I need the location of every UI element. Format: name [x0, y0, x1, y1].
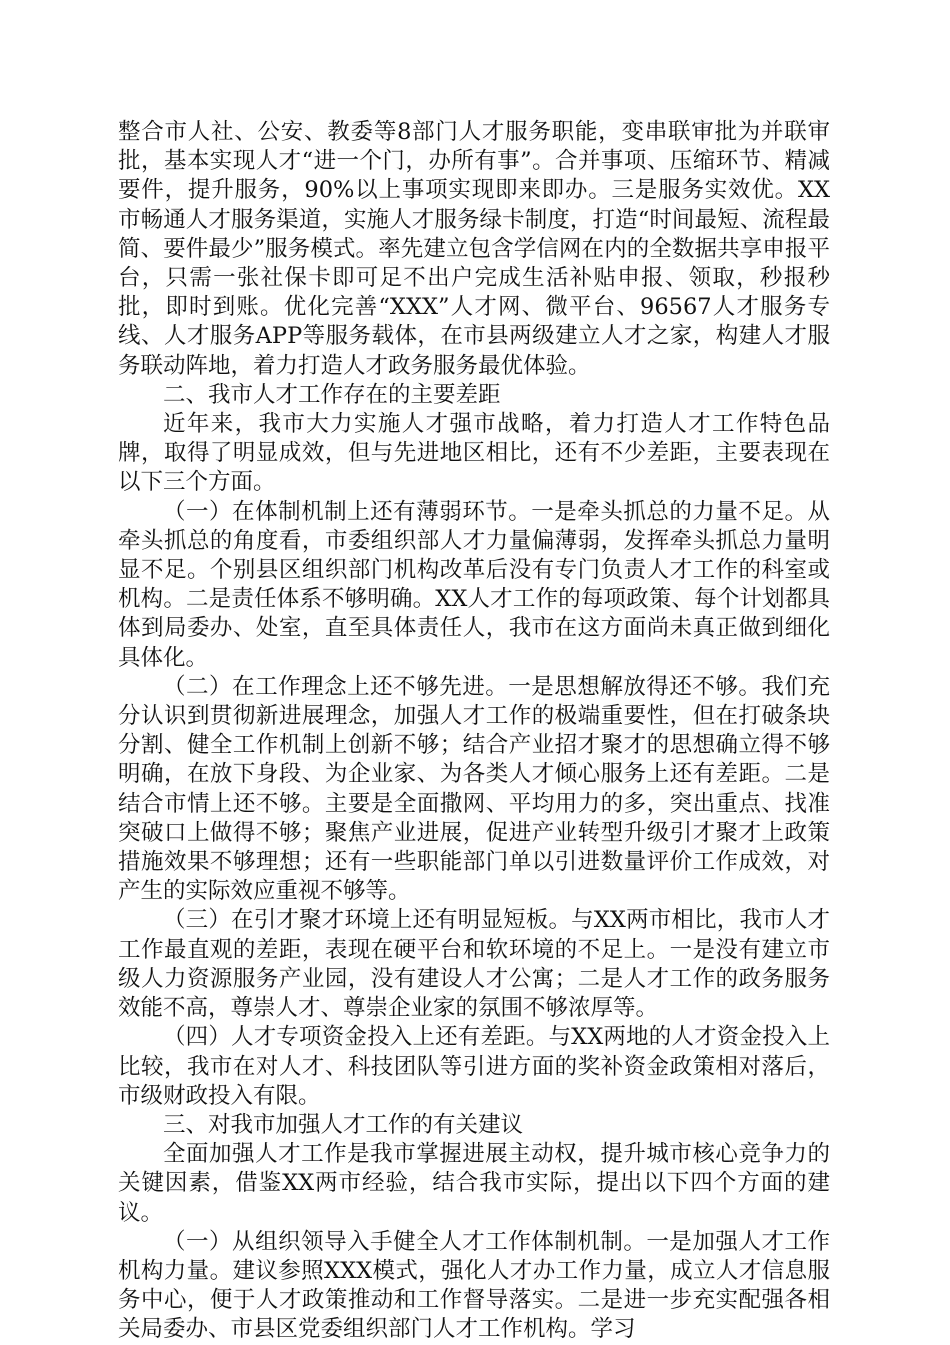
paragraph-gap-3: （三）在引才聚才环境上还有明显短板。与XX两市相比，我市人才工作最直观的差距，表现在硬平台和软环境的不足上。一是没有建立市级人力资源服务产业园，没有建设人才公寓；二是人才工作的政务服务效能不高，尊崇人才、尊崇企业家的氛围不够浓厚等。	[118, 907, 830, 1022]
paragraph-gap-4: （四）人才专项资金投入上还有差距。与XX两地的人才资金投入上比较，我市在对人才、科技团队等引进方面的奖补资金政策相对落后，市级财政投入有限。	[118, 1024, 830, 1109]
paragraph-intro-gaps: 近年来，我市大力实施人才强市战略，着力打造人才工作特色品牌，取得了明显成效，但与先进地区相比，还有不少差距，主要表现在以下三个方面。	[118, 411, 830, 496]
paragraph-intro-suggestions: 全面加强人才工作是我市掌握进展主动权，提升城市核心竞争力的关键因素，借鉴XX两市经验，结合我市实际，提出以下四个方面的建议。	[118, 1141, 830, 1226]
paragraph-gap-2: （二）在工作理念上还不够先进。一是思想解放得还不够。我们充分认识到贯彻新进展理念，加强人才工作的极端重要性，但在打破条块分割、健全工作机制上创新不够；结合产业招才聚才的思想确立得不够明确，在放下身段、为企业家、为各类人才倾心服务上还有差距。二是结合市情上还不够。主要是全面撒网、平均用力的多，突出重点、找准突破口上做得不够；聚焦产业进展，促进产业转型升级引才聚才上政策措施效果不够理想；还有一些职能部门单以引进数量评价工作成效，对产生的实际效应重视不够等。	[118, 673, 830, 905]
paragraph-continuation: 整合市人社、公安、教委等8部门人才服务职能，变串联审批为并联审批，基本实现人才“进一个门，办所有事”。合并事项、压缩环节、精减要件，提升服务，90%以上事项实现即来即办。三是服务实效优。XX市畅通人才服务渠道，实施人才服务绿卡制度，打造“时间最短、流程最简、要件最少”服务模式。率先建立包含学信网在内的全数据共享申报平台，只需一张社保卡即可足不出户完成生活补贴申报、领取，秒报秒批，即时到账。优化完善“XXX”人才网、微平台、96567人才服务专线、人才服务APP等服务载体，在市县两级建立人才之家，构建人才服务联动阵地，着力打造人才政务服务最优体验。	[118, 119, 830, 379]
paragraph-gap-1: （一）在体制机制上还有薄弱环节。一是牵头抓总的力量不足。从牵头抓总的角度看，市委组织部人才力量偏薄弱，发挥牵头抓总力量明显不足。个别县区组织部门机构改革后没有专门负责人才工作的科室或机构。二是责任体系不够明确。XX人才工作的每项政策、每个计划都具体到局委办、处室，直至具体责任人，我市在这方面尚未真正做到细化具体化。	[118, 498, 830, 671]
paragraph-suggestion-1: （一）从组织领导入手健全人才工作体制机制。一是加强人才工作机构力量。建议参照XXX模式，强化人才办工作力量，成立人才信息服务中心，便于人才政策推动和工作督导落实。二是进一步充实配强各相关局委办、市县区党委组织部门人才工作机构。学习	[118, 1228, 830, 1343]
document-body	[118, 118, 830, 1345]
section-heading-3: 三、对我市加强人才工作的有关建议	[163, 1111, 524, 1138]
section-heading-2: 二、我市人才工作存在的主要差距	[163, 381, 501, 408]
